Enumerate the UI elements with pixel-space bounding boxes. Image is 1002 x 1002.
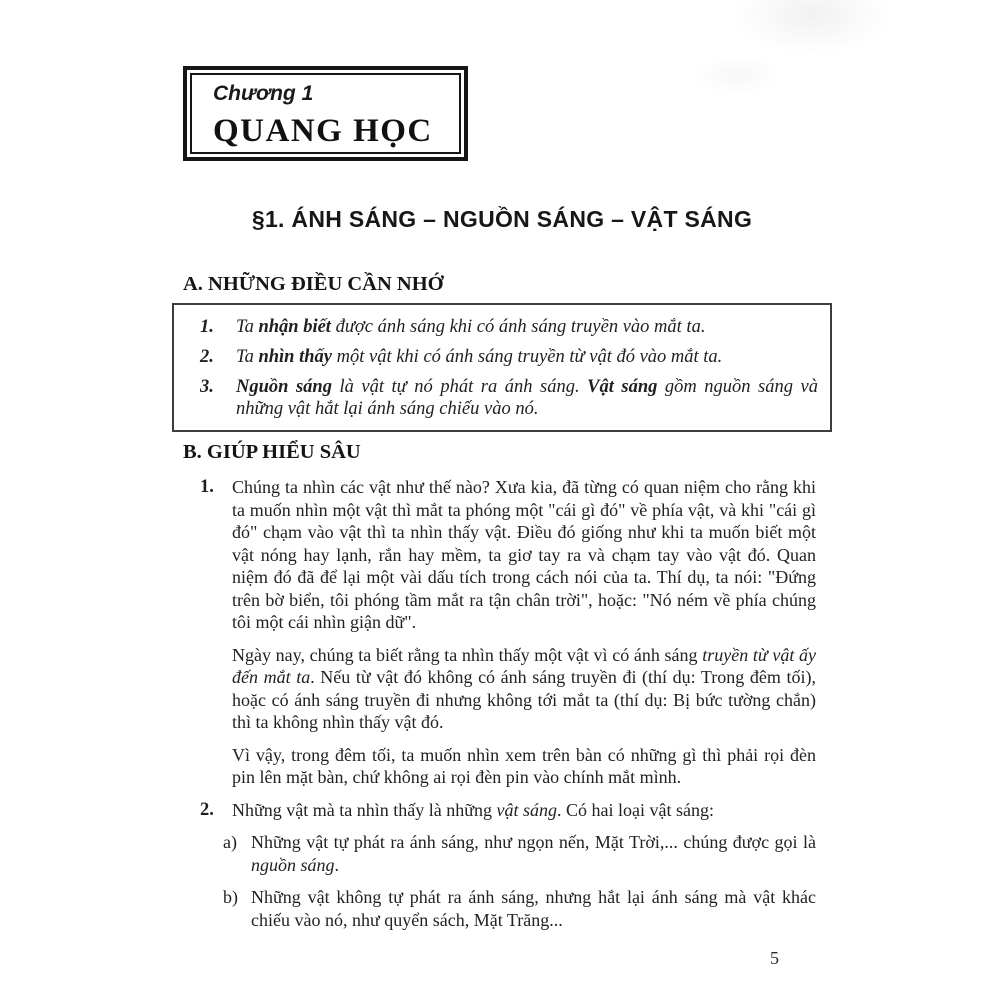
chapter-box-inner [190, 73, 461, 154]
section-b-content [200, 476, 816, 941]
paragraph-italic: nguồn sáng [251, 854, 335, 875]
memo-text-bold: Vật sáng [587, 377, 658, 397]
paragraph-flashlight: Vì vậy, trong đêm tối, ta muốn nhìn xem trên bàn có những gì thì phải rọi đèn pin lên mặt bàn, chứ không ai rọi đèn pin vào chính mắt mình. [232, 744, 816, 787]
paragraph-segment: . Nếu từ vật đó không có ánh sáng truyền đi (thí dụ: Trong đêm tối), hoặc có ánh sáng truyền đi nhưng không tới mắt ta (thí dụ: Bị bức tường chắn) thì ta không nhìn thấy vật đó. [232, 667, 816, 732]
paragraph-italic: vật sáng [496, 799, 557, 820]
chapter-title: QUANG HỌC [213, 113, 433, 149]
memo-item-text [236, 346, 818, 368]
paragraph-segment: . Có hai loại vật sáng: [556, 799, 714, 820]
memo-text-bold: nhận biết [258, 317, 331, 337]
memo-text-segment: một vật khi có ánh sáng truyền từ vật đó vào mắt ta. [332, 347, 723, 367]
chapter-label: Chương 1 [213, 82, 314, 105]
page-number: 5 [770, 948, 779, 968]
memo-item-text [236, 376, 818, 420]
sub-item-marker: b) [223, 887, 238, 907]
b-item-body [232, 476, 816, 789]
b-item-1 [200, 476, 816, 789]
memo-box [172, 303, 832, 432]
sub-item-b [223, 886, 816, 931]
memo-text-bold: Nguồn sáng [236, 377, 332, 397]
memo-text-bold: nhìn thấy [258, 347, 332, 367]
section-title: §1. ÁNH SÁNG – NGUỒN SÁNG – VẬT SÁNG [251, 206, 753, 232]
paragraph-vat-sang [232, 799, 816, 822]
paragraph-segment: . [334, 854, 340, 875]
memo-item-text [236, 316, 818, 338]
b-item-number: 1. [200, 477, 214, 497]
memo-text-segment: được ánh sáng khi có ánh sáng truyền vào mắt ta. [330, 317, 706, 337]
memo-text-segment: là vật tự nó phát ra ánh sáng. [331, 377, 588, 397]
paragraph-segment: Những vật tự phát ra ánh sáng, như ngọn nến, Mặt Trời,... chúng được gọi là [251, 832, 816, 852]
sub-item-marker: a) [223, 832, 237, 852]
memo-text-segment: Ta [236, 317, 259, 337]
b-item-2 [200, 799, 816, 932]
section-b-heading: B. GIÚP HIỂU SÂU [183, 441, 361, 463]
paragraph-segment: Những vật không tự phát ra ánh sáng, nhưng hắt lại ánh sáng mà vật khác chiếu vào nó, như quyển sách, Mặt Trăng... [251, 887, 816, 930]
memo-item-number: 2. [200, 347, 214, 367]
memo-text-segment: Ta [236, 347, 259, 367]
section-a-heading: A. NHỮNG ĐIỀU CẦN NHỚ [183, 273, 444, 295]
memo-item-3 [174, 376, 818, 420]
paragraph-segment: Những vật mà ta nhìn thấy là những [232, 799, 497, 820]
memo-item-2 [174, 346, 818, 368]
sub-item-text [251, 886, 816, 931]
chapter-box [183, 66, 468, 161]
memo-item-1 [174, 316, 818, 338]
paragraph-modern-view [232, 644, 816, 734]
b-item-body [223, 799, 816, 932]
memo-item-number: 3. [200, 377, 214, 397]
sub-item-text [251, 831, 816, 876]
memo-text-segment: gồm nguồn sáng và những vật hắt lại ánh sáng chiếu vào nó. [236, 377, 818, 419]
paragraph-segment: Ngày nay, chúng ta biết rằng ta nhìn thấy một vật vì có ánh sáng [232, 644, 703, 665]
paragraph-how-we-see: Chúng ta nhìn các vật như thế nào? Xưa kia, đã từng có quan niệm cho rằng khi ta muốn nhìn một vật thì mắt ta phóng một "cái gì đó" về phía vật, và khi "cái gì đó" chạm vào vật thì ta nhìn thấy vật. Điều đó giống như khi ta muốn biết một vật nóng hay lạnh, rắn hay mềm, ta giơ tay ra và chạm tay vào vật đó. Quan niệm đó đã để lại một vài dấu tích trong cách nói của ta. Thí dụ, ta nói: "Đứng trên bờ biển, tôi phóng tầm mắt ra tận chân trời", hoặc: "Nó ném về phía chúng tôi một cái nhìn giận dữ". [232, 477, 816, 632]
sub-item-a [223, 831, 816, 876]
b-item-number: 2. [200, 799, 214, 820]
memo-item-number: 1. [200, 317, 214, 337]
paragraph-italic: truyền từ vật ấy đến mắt ta [232, 644, 816, 687]
